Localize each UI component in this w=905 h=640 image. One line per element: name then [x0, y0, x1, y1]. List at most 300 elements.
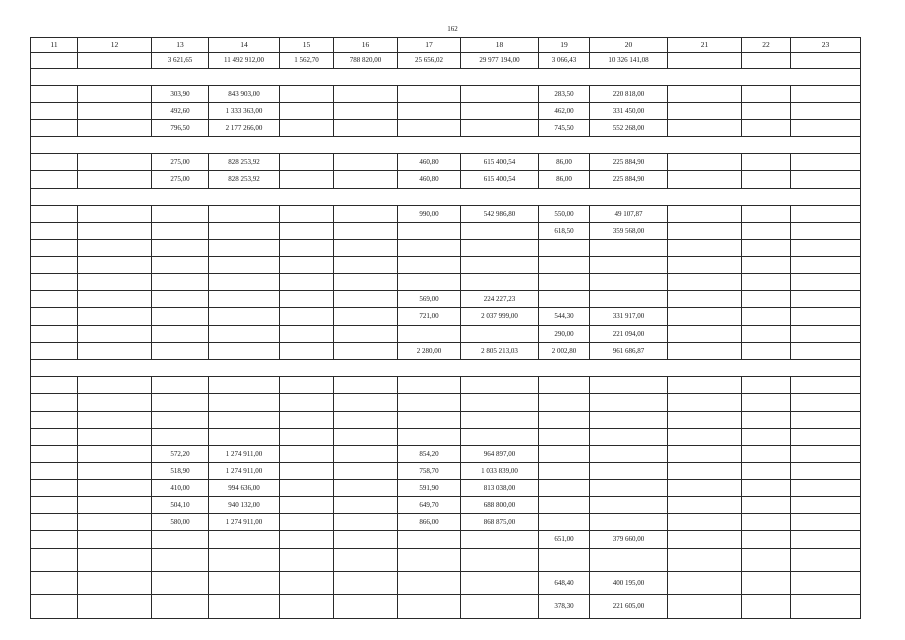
table-cell-col-14: [209, 595, 280, 619]
table-cell-col-14: 1 333 363,00: [209, 103, 280, 120]
table-cell-col-16: [334, 206, 398, 223]
table-cell-col-19: 3 066,43: [539, 53, 590, 69]
table-cell-col-13: [152, 223, 209, 240]
table-cell-col-22: [742, 291, 791, 308]
table-cell-col-13: [152, 377, 209, 394]
table-cell-col-11: [31, 572, 78, 595]
table-cell-col-23: [791, 86, 861, 103]
table-cell-col-17: [398, 326, 461, 343]
table-cell-col-22: [742, 412, 791, 429]
table-cell-col-16: [334, 171, 398, 189]
table-cell-col-17: [398, 103, 461, 120]
table-cell-col-20: 49 107,87: [590, 206, 668, 223]
table-cell-col-17: 460,80: [398, 171, 461, 189]
table-cell-col-18: [461, 86, 539, 103]
table-cell-col-18: [461, 531, 539, 549]
table-cell-col-19: [539, 480, 590, 497]
table-cell-col-23: [791, 120, 861, 137]
table-cell-col-22: [742, 429, 791, 446]
table-cell-col-17: [398, 394, 461, 412]
table-cell-col-18: [461, 412, 539, 429]
table-cell-col-17: [398, 223, 461, 240]
table-cell-col-14: [209, 326, 280, 343]
table-cell-col-22: [742, 257, 791, 274]
table-cell-col-14: [209, 531, 280, 549]
column-header: 21: [668, 38, 742, 53]
table-cell-col-23: [791, 549, 861, 572]
table-cell-col-13: 275,00: [152, 154, 209, 171]
table-cell-col-18: 224 227,23: [461, 291, 539, 308]
table-cell-col-11: [31, 429, 78, 446]
table-cell-col-15: [280, 595, 334, 619]
table-cell-col-19: 550,00: [539, 206, 590, 223]
table-cell-col-18: [461, 120, 539, 137]
table-cell-col-17: [398, 120, 461, 137]
table-cell-col-15: [280, 154, 334, 171]
table-cell-col-15: [280, 120, 334, 137]
table-cell-col-12: [78, 223, 152, 240]
table-cell-col-23: [791, 446, 861, 463]
table-cell-col-18: [461, 103, 539, 120]
table-cell-col-20: 220 818,00: [590, 86, 668, 103]
table-cell-col-20: [590, 291, 668, 308]
table-cell-col-14: [209, 549, 280, 572]
table-cell-col-22: [742, 308, 791, 326]
table-cell-col-12: [78, 343, 152, 360]
section-cell: [31, 189, 861, 206]
table-cell-col-18: 615 400,54: [461, 171, 539, 189]
table-cell-col-16: [334, 257, 398, 274]
table-cell-col-17: [398, 412, 461, 429]
table-cell-col-15: [280, 308, 334, 326]
table-cell-col-18: 964 897,00: [461, 446, 539, 463]
table-cell-col-11: [31, 595, 78, 619]
table-cell-col-21: [668, 53, 742, 69]
table-cell-col-17: 25 656,02: [398, 53, 461, 69]
table-cell-col-23: [791, 240, 861, 257]
table-cell-col-15: [280, 86, 334, 103]
table-row: [31, 463, 861, 480]
table-cell-col-16: [334, 291, 398, 308]
table-cell-col-17: [398, 240, 461, 257]
table-cell-col-13: [152, 429, 209, 446]
table-cell-col-11: [31, 154, 78, 171]
table-cell-col-19: [539, 377, 590, 394]
table-cell-col-20: 225 884,90: [590, 171, 668, 189]
table-cell-col-12: [78, 394, 152, 412]
table-cell-col-15: [280, 497, 334, 514]
table-cell-col-20: 225 884,90: [590, 154, 668, 171]
table-cell-col-13: [152, 308, 209, 326]
table-cell-col-21: [668, 572, 742, 595]
table-row: [31, 274, 861, 291]
table-cell-col-19: [539, 497, 590, 514]
data-table-container: [30, 37, 860, 619]
table-cell-col-20: [590, 394, 668, 412]
table-cell-col-12: [78, 274, 152, 291]
table-cell-col-21: [668, 206, 742, 223]
table-cell-col-13: [152, 412, 209, 429]
table-cell-col-21: [668, 595, 742, 619]
table-cell-col-11: [31, 120, 78, 137]
table-cell-col-22: [742, 171, 791, 189]
table-cell-col-16: [334, 86, 398, 103]
table-cell-col-18: [461, 394, 539, 412]
table-row: [31, 497, 861, 514]
table-cell-col-14: [209, 572, 280, 595]
table-cell-col-19: 745,50: [539, 120, 590, 137]
table-cell-col-22: [742, 497, 791, 514]
table-cell-col-16: [334, 274, 398, 291]
table-cell-col-23: [791, 514, 861, 531]
page-number: 162: [447, 25, 458, 33]
table-cell-col-23: [791, 463, 861, 480]
table-cell-col-19: [539, 446, 590, 463]
table-cell-col-16: [334, 308, 398, 326]
table-cell-col-22: [742, 120, 791, 137]
table-cell-col-18: 2 805 213,03: [461, 343, 539, 360]
table-cell-col-16: [334, 531, 398, 549]
table-cell-col-17: 758,70: [398, 463, 461, 480]
table-cell-col-13: [152, 343, 209, 360]
table-cell-col-20: [590, 429, 668, 446]
table-cell-col-21: [668, 103, 742, 120]
table-cell-col-14: 828 253,92: [209, 171, 280, 189]
column-header: 16: [334, 38, 398, 53]
table-cell-col-20: 400 195,00: [590, 572, 668, 595]
table-cell-col-11: [31, 274, 78, 291]
table-cell-col-20: [590, 412, 668, 429]
table-cell-col-13: 275,00: [152, 171, 209, 189]
table-cell-col-23: [791, 223, 861, 240]
table-cell-col-12: [78, 154, 152, 171]
table-cell-col-16: [334, 595, 398, 619]
table-cell-col-14: [209, 291, 280, 308]
table-cell-col-19: [539, 274, 590, 291]
table-cell-col-14: 2 177 266,00: [209, 120, 280, 137]
column-header: 23: [791, 38, 861, 53]
table-cell-col-12: [78, 86, 152, 103]
table-cell-col-22: [742, 86, 791, 103]
table-cell-col-22: [742, 154, 791, 171]
table-cell-col-12: [78, 171, 152, 189]
table-cell-col-12: [78, 463, 152, 480]
column-header: 12: [78, 38, 152, 53]
table-cell-col-18: 868 875,00: [461, 514, 539, 531]
table-cell-col-13: 303,90: [152, 86, 209, 103]
table-cell-col-14: [209, 412, 280, 429]
table-cell-col-18: [461, 377, 539, 394]
table-row: [31, 171, 861, 189]
table-cell-col-12: [78, 206, 152, 223]
column-header: 13: [152, 38, 209, 53]
table-cell-col-13: [152, 240, 209, 257]
table-cell-col-14: 994 636,00: [209, 480, 280, 497]
table-cell-col-20: 10 326 141,08: [590, 53, 668, 69]
table-cell-col-13: [152, 595, 209, 619]
table-cell-col-12: [78, 377, 152, 394]
table-cell-col-22: [742, 274, 791, 291]
table-cell-col-17: [398, 549, 461, 572]
table-cell-col-14: 1 274 911,00: [209, 446, 280, 463]
table-cell-col-12: [78, 497, 152, 514]
table-cell-col-15: [280, 103, 334, 120]
table-cell-col-19: 283,50: [539, 86, 590, 103]
table-cell-col-22: [742, 463, 791, 480]
table-cell-col-15: [280, 549, 334, 572]
table-cell-col-11: [31, 549, 78, 572]
table-row: [31, 595, 861, 619]
table-row: [31, 514, 861, 531]
table-cell-col-13: [152, 394, 209, 412]
table-cell-col-23: [791, 53, 861, 69]
table-cell-col-22: [742, 377, 791, 394]
table-cell-col-20: [590, 463, 668, 480]
table-cell-col-14: 1 274 911,00: [209, 514, 280, 531]
table-cell-col-13: [152, 572, 209, 595]
table-cell-col-11: [31, 240, 78, 257]
table-cell-col-14: 940 132,00: [209, 497, 280, 514]
table-cell-col-12: [78, 257, 152, 274]
table-cell-col-16: [334, 343, 398, 360]
table-row: [31, 120, 861, 137]
table-cell-col-17: [398, 531, 461, 549]
table-cell-col-23: [791, 429, 861, 446]
table-cell-col-19: [539, 291, 590, 308]
table-cell-col-23: [791, 343, 861, 360]
table-cell-col-13: 504,10: [152, 497, 209, 514]
table-cell-col-19: [539, 463, 590, 480]
table-cell-col-12: [78, 53, 152, 69]
table-row: [31, 154, 861, 171]
table-cell-col-23: [791, 103, 861, 120]
table-cell-col-18: [461, 429, 539, 446]
table-cell-col-17: 854,20: [398, 446, 461, 463]
table-cell-col-21: [668, 171, 742, 189]
table-cell-col-23: [791, 531, 861, 549]
table-row: [31, 531, 861, 549]
table-row: [31, 572, 861, 595]
table-cell-col-15: [280, 514, 334, 531]
table-row: [31, 308, 861, 326]
column-header: 22: [742, 38, 791, 53]
table-cell-col-16: [334, 572, 398, 595]
table-cell-col-20: [590, 549, 668, 572]
table-cell-col-16: 788 820,00: [334, 53, 398, 69]
table-row: [31, 394, 861, 412]
data-table: [30, 37, 861, 619]
table-row: [31, 377, 861, 394]
table-cell-col-16: [334, 429, 398, 446]
table-cell-col-15: 1 562,70: [280, 53, 334, 69]
section-row: [31, 360, 861, 377]
table-row: [31, 480, 861, 497]
table-cell-col-14: [209, 206, 280, 223]
table-cell-col-18: [461, 326, 539, 343]
table-cell-col-11: [31, 463, 78, 480]
table-cell-col-18: [461, 274, 539, 291]
table-cell-col-13: [152, 531, 209, 549]
table-cell-col-20: [590, 240, 668, 257]
table-cell-col-18: [461, 257, 539, 274]
table-cell-col-12: [78, 412, 152, 429]
table-cell-col-14: [209, 223, 280, 240]
table-cell-col-23: [791, 171, 861, 189]
table-cell-col-11: [31, 257, 78, 274]
table-cell-col-13: 492,60: [152, 103, 209, 120]
table-cell-col-19: 378,30: [539, 595, 590, 619]
table-cell-col-13: [152, 549, 209, 572]
table-cell-col-19: [539, 412, 590, 429]
table-row: [31, 86, 861, 103]
table-row: [31, 206, 861, 223]
table-cell-col-22: [742, 572, 791, 595]
table-cell-col-12: [78, 549, 152, 572]
table-cell-col-16: [334, 120, 398, 137]
table-cell-col-22: [742, 223, 791, 240]
table-cell-col-15: [280, 463, 334, 480]
table-row: [31, 103, 861, 120]
table-cell-col-19: [539, 394, 590, 412]
table-cell-col-22: [742, 240, 791, 257]
table-cell-col-21: [668, 86, 742, 103]
table-cell-col-20: 331 917,00: [590, 308, 668, 326]
table-cell-col-22: [742, 343, 791, 360]
table-cell-col-11: [31, 531, 78, 549]
table-row: [31, 240, 861, 257]
table-cell-col-15: [280, 377, 334, 394]
header-row: [31, 38, 861, 53]
table-cell-col-19: 651,00: [539, 531, 590, 549]
table-cell-col-17: [398, 572, 461, 595]
table-cell-col-18: 615 400,54: [461, 154, 539, 171]
table-cell-col-21: [668, 223, 742, 240]
table-cell-col-11: [31, 480, 78, 497]
column-header: 17: [398, 38, 461, 53]
table-cell-col-23: [791, 257, 861, 274]
table-cell-col-21: [668, 154, 742, 171]
table-cell-col-19: 618,50: [539, 223, 590, 240]
table-cell-col-12: [78, 480, 152, 497]
table-cell-col-16: [334, 240, 398, 257]
table-cell-col-23: [791, 412, 861, 429]
table-cell-col-12: [78, 429, 152, 446]
table-cell-col-15: [280, 240, 334, 257]
table-cell-col-22: [742, 531, 791, 549]
table-cell-col-21: [668, 343, 742, 360]
table-row: [31, 53, 861, 69]
table-cell-col-23: [791, 291, 861, 308]
table-cell-col-17: 721,00: [398, 308, 461, 326]
table-cell-col-11: [31, 514, 78, 531]
table-cell-col-11: [31, 171, 78, 189]
table-cell-col-14: 843 903,00: [209, 86, 280, 103]
table-cell-col-17: [398, 86, 461, 103]
table-cell-col-21: [668, 463, 742, 480]
table-cell-col-19: 86,00: [539, 154, 590, 171]
table-cell-col-16: [334, 223, 398, 240]
table-cell-col-16: [334, 154, 398, 171]
table-cell-col-22: [742, 326, 791, 343]
table-cell-col-20: 331 450,00: [590, 103, 668, 120]
table-cell-col-15: [280, 171, 334, 189]
table-cell-col-12: [78, 103, 152, 120]
table-cell-col-15: [280, 429, 334, 446]
table-cell-col-14: [209, 377, 280, 394]
table-cell-col-13: 3 621,65: [152, 53, 209, 69]
table-cell-col-22: [742, 446, 791, 463]
table-cell-col-15: [280, 394, 334, 412]
table-cell-col-17: 2 280,00: [398, 343, 461, 360]
table-cell-col-22: [742, 103, 791, 120]
table-cell-col-23: [791, 572, 861, 595]
table-cell-col-12: [78, 291, 152, 308]
table-cell-col-21: [668, 429, 742, 446]
table-cell-col-12: [78, 120, 152, 137]
section-cell: [31, 69, 861, 86]
column-header: 19: [539, 38, 590, 53]
table-cell-col-22: [742, 595, 791, 619]
table-cell-col-20: [590, 497, 668, 514]
table-cell-col-23: [791, 595, 861, 619]
table-cell-col-15: [280, 572, 334, 595]
table-cell-col-16: [334, 549, 398, 572]
table-cell-col-13: 580,00: [152, 514, 209, 531]
table-cell-col-11: [31, 446, 78, 463]
table-cell-col-12: [78, 572, 152, 595]
column-header: 15: [280, 38, 334, 53]
table-cell-col-20: 221 094,00: [590, 326, 668, 343]
table-cell-col-16: [334, 394, 398, 412]
table-cell-col-21: [668, 514, 742, 531]
table-cell-col-18: [461, 595, 539, 619]
table-cell-col-21: [668, 257, 742, 274]
table-cell-col-21: [668, 274, 742, 291]
table-cell-col-18: 2 037 999,00: [461, 308, 539, 326]
table-cell-col-21: [668, 291, 742, 308]
table-cell-col-17: 460,80: [398, 154, 461, 171]
table-cell-col-11: [31, 308, 78, 326]
table-cell-col-16: [334, 446, 398, 463]
table-cell-col-23: [791, 154, 861, 171]
table-cell-col-22: [742, 53, 791, 69]
column-header: 11: [31, 38, 78, 53]
table-cell-col-16: [334, 326, 398, 343]
table-cell-col-14: 1 274 911,00: [209, 463, 280, 480]
table-cell-col-16: [334, 377, 398, 394]
table-cell-col-11: [31, 291, 78, 308]
table-cell-col-17: [398, 595, 461, 619]
table-cell-col-15: [280, 206, 334, 223]
table-cell-col-17: [398, 429, 461, 446]
table-cell-col-17: [398, 377, 461, 394]
table-cell-col-11: [31, 86, 78, 103]
table-cell-col-12: [78, 514, 152, 531]
table-row: [31, 223, 861, 240]
table-cell-col-18: [461, 240, 539, 257]
table-cell-col-13: 572,20: [152, 446, 209, 463]
table-cell-col-21: [668, 377, 742, 394]
table-cell-col-12: [78, 308, 152, 326]
table-cell-col-21: [668, 240, 742, 257]
table-cell-col-13: [152, 291, 209, 308]
table-cell-col-23: [791, 394, 861, 412]
section-cell: [31, 360, 861, 377]
section-cell: [31, 137, 861, 154]
table-cell-col-15: [280, 531, 334, 549]
table-cell-col-18: 1 033 839,00: [461, 463, 539, 480]
table-row: [31, 343, 861, 360]
